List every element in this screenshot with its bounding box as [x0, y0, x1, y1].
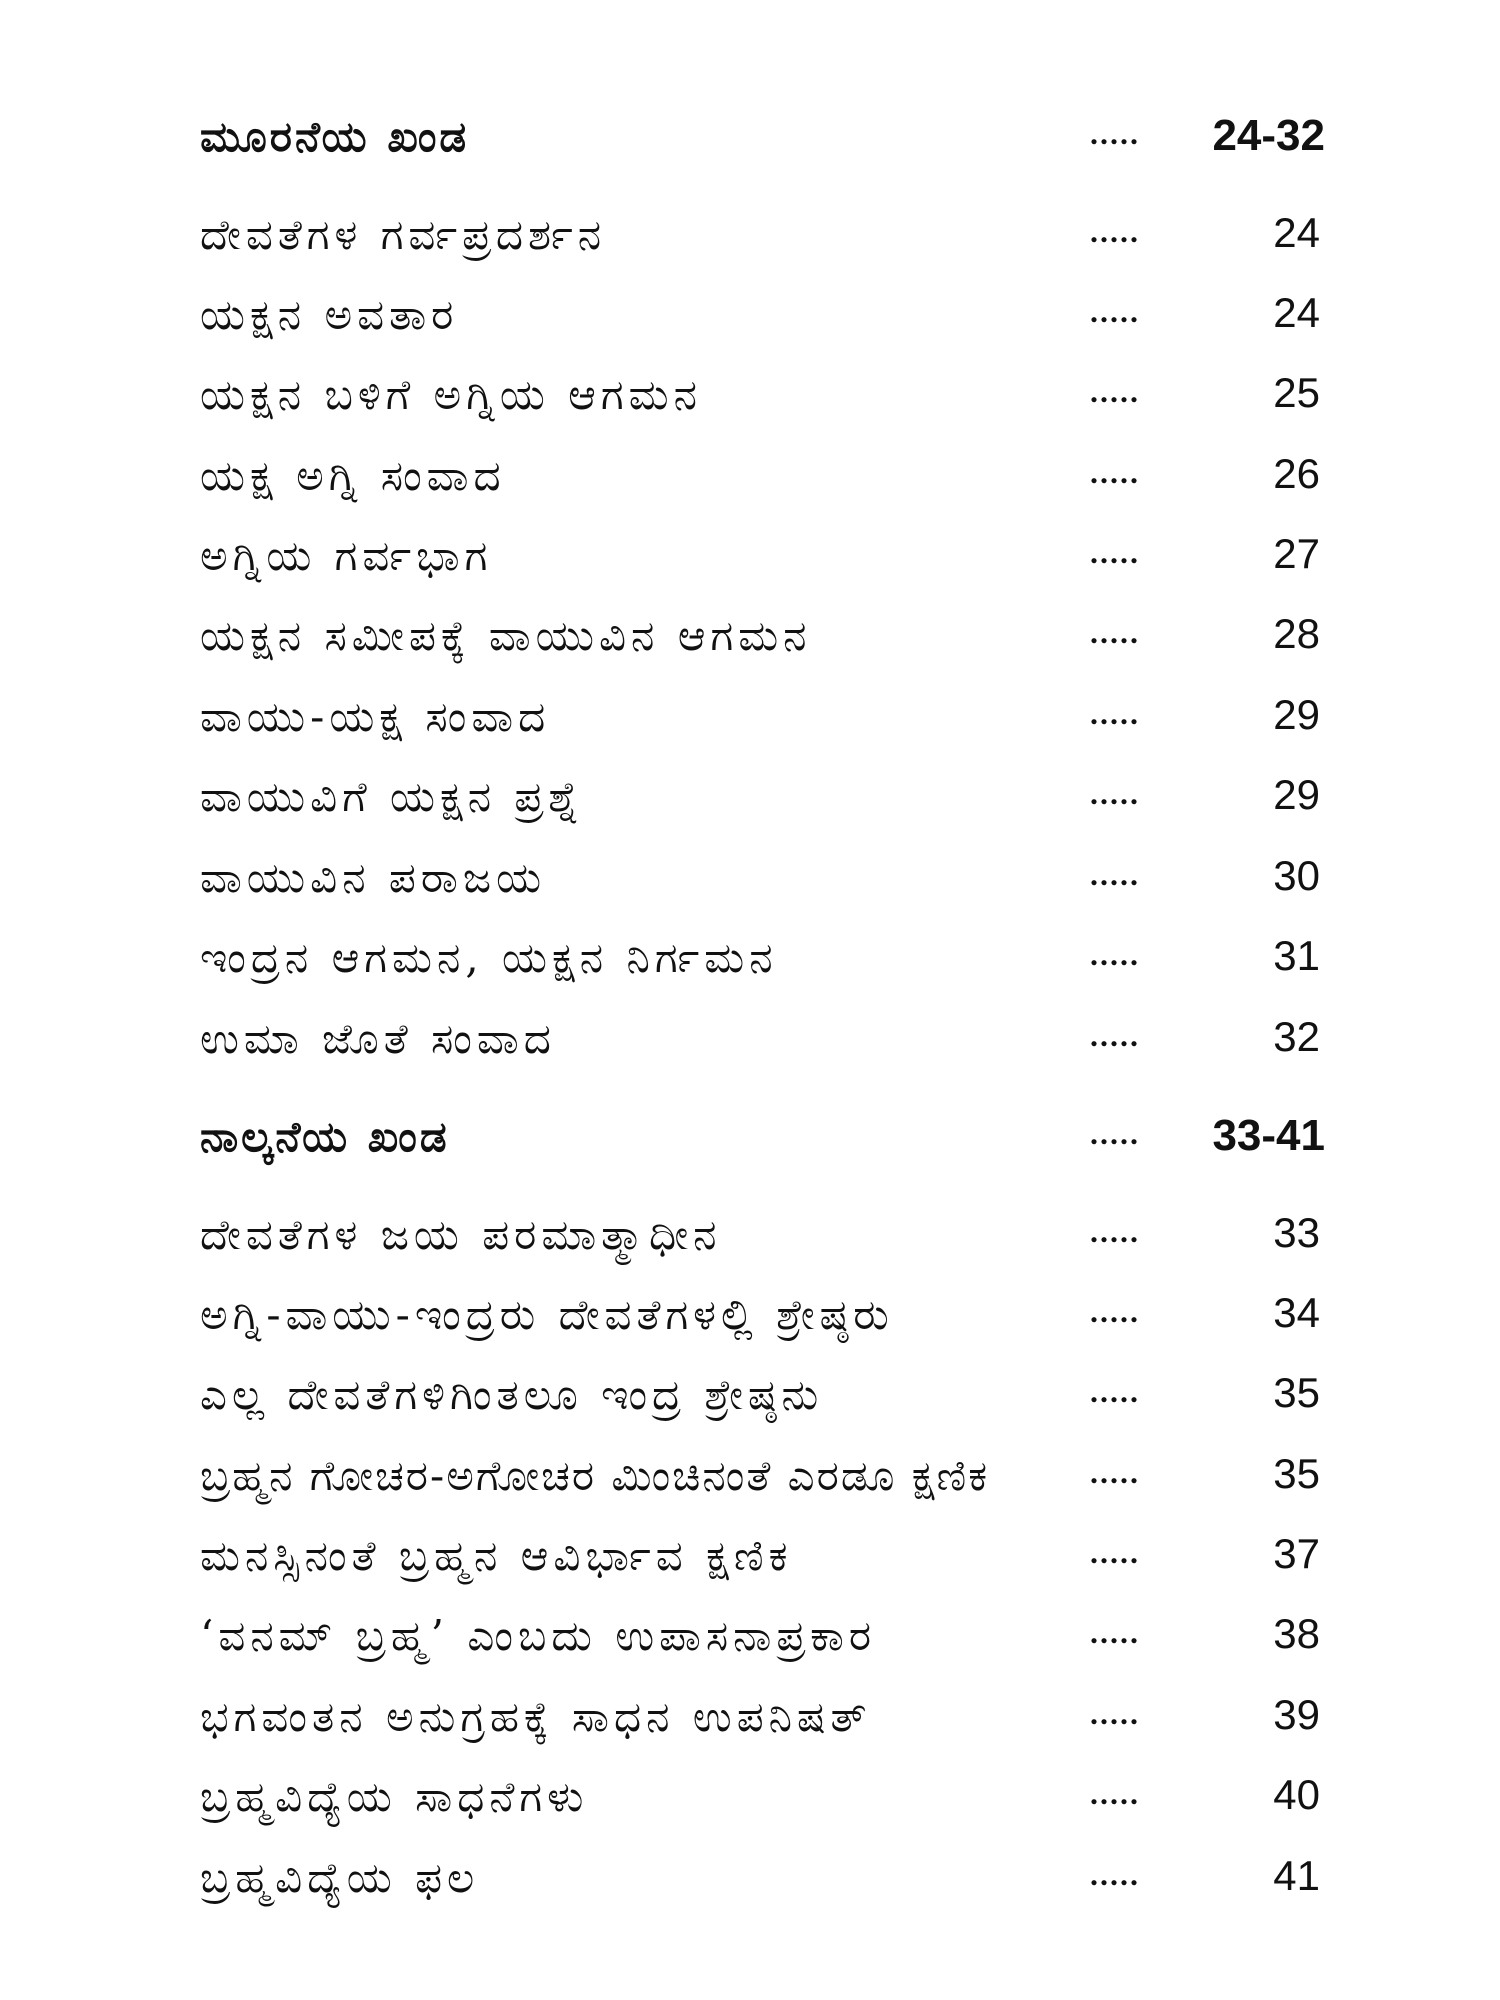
- entry-title: ಭಗವಂತನ ಅನುಗ್ರಹಕ್ಕೆ ಸಾಧನ ಉಪನಿಷತ್: [200, 1692, 872, 1741]
- dot-leader: .....: [1090, 454, 1140, 490]
- toc-entry: [0, 443, 1500, 523]
- entry-title: ವಾಯು-ಯಕ್ಷ ಸಂವಾದ: [200, 692, 551, 741]
- entry-title: ದೇವತೆಗಳ ಗರ್ವಪ್ರದರ್ಶನ: [200, 210, 607, 259]
- section-page-range: 33-41: [1212, 1111, 1325, 1160]
- toc-entry: [0, 523, 1500, 603]
- entry-title: ಯಕ್ಷ ಅಗ್ನಿ ಸಂವಾದ: [200, 451, 506, 500]
- section-heading: [0, 1104, 1500, 1184]
- toc-entry: [0, 1684, 1500, 1764]
- entry-page: 34: [1273, 1289, 1320, 1336]
- dot-leader: .....: [1090, 213, 1140, 249]
- dot-leader: .....: [1090, 1017, 1140, 1053]
- entry-title: ವಾಯುವಿಗೆ ಯಕ್ಷನ ಪ್ರಶ್ನೆ: [200, 772, 584, 821]
- entry-page: 31: [1273, 932, 1320, 979]
- entry-page: 35: [1273, 1369, 1320, 1416]
- entry-page: 25: [1273, 369, 1320, 416]
- dot-leader: .....: [1090, 1213, 1140, 1249]
- toc-entry: [0, 845, 1500, 925]
- toc-entry: [0, 1523, 1500, 1603]
- dot-leader: .....: [1090, 373, 1140, 409]
- entry-page: 24: [1273, 209, 1320, 256]
- entry-page: 40: [1273, 1771, 1320, 1818]
- entry-page: 39: [1273, 1691, 1320, 1738]
- toc-entry: [0, 1202, 1500, 1282]
- entry-title: ಮನಸ್ಸಿನಂತೆ ಬ್ರಹ್ಮನ ಆವಿರ್ಭಾವ ಕ್ಷಣಿಕ: [200, 1531, 793, 1580]
- entry-title: ಬ್ರಹ್ಮವಿದ್ಯೆಯ ಫಲ: [200, 1853, 480, 1902]
- toc-entry: [0, 1362, 1500, 1442]
- toc-entry: [0, 362, 1500, 442]
- toc-entry: [0, 1443, 1500, 1523]
- section-title: ಮೂರನೆಯ ಖಂಡ: [200, 112, 470, 161]
- entry-page: 29: [1273, 771, 1320, 818]
- entry-page: 27: [1273, 530, 1320, 577]
- entry-page: 38: [1273, 1610, 1320, 1657]
- section-title: ನಾಲ್ಕನೆಯ ಖಂಡ: [200, 1112, 450, 1161]
- dot-leader: .....: [1090, 695, 1140, 731]
- dot-leader: .....: [1090, 856, 1140, 892]
- entry-title: ದೇವತೆಗಳ ಜಯ ಪರಮಾತ್ಮಾಧೀನ: [200, 1210, 722, 1259]
- entry-page: 33: [1273, 1209, 1320, 1256]
- toc-entry: [0, 764, 1500, 844]
- entry-page: 28: [1273, 610, 1320, 657]
- dot-leader: .....: [1090, 293, 1140, 329]
- entry-title: ಯಕ್ಷನ ಬಳಿಗೆ ಅಗ್ನಿಯ ಆಗಮನ: [200, 370, 702, 419]
- toc-entry: [0, 1764, 1500, 1844]
- entry-page: 35: [1273, 1450, 1320, 1497]
- entry-title: ಯಕ್ಷನ ಸಮೀಪಕ್ಕೆ ವಾಯುವಿನ ಆಗಮನ: [200, 611, 812, 660]
- dot-leader: .....: [1090, 936, 1140, 972]
- toc-entry: [0, 925, 1500, 1005]
- toc-entry: [0, 1603, 1500, 1683]
- entry-page: 37: [1273, 1530, 1320, 1577]
- entry-page: 41: [1273, 1852, 1320, 1899]
- toc-entry: [0, 684, 1500, 764]
- section-heading: [0, 104, 1500, 184]
- entry-page: 32: [1273, 1013, 1320, 1060]
- entry-title: ಉಮಾ ಜೊತೆ ಸಂವಾದ: [200, 1014, 556, 1063]
- toc-entry: [0, 1845, 1500, 1925]
- entry-title: ಎಲ್ಲ ದೇವತೆಗಳಿಗಿಂತಲೂ ಇಂದ್ರ ಶ್ರೇಷ್ಠನು: [200, 1370, 824, 1419]
- dot-leader: .....: [1090, 1454, 1140, 1490]
- toc-entry: [0, 202, 1500, 282]
- toc-entry: [0, 1006, 1500, 1086]
- dot-leader: .....: [1090, 1373, 1140, 1409]
- entry-title: ಬ್ರಹ್ಮನ ಗೋಚರ-ಅಗೋಚರ ಮಿಂಚಿನಂತೆ ಎರಡೂ ಕ್ಷಣಿಕ: [200, 1451, 990, 1500]
- dot-leader: .....: [1090, 614, 1140, 650]
- dot-leader: .....: [1090, 1534, 1140, 1570]
- entry-page: 24: [1273, 289, 1320, 336]
- section-page-range: 24-32: [1212, 111, 1325, 160]
- entry-title: ‘ವನಮ್ ಬ್ರಹ್ಮ’ ಎಂಬದು ಉಪಾಸನಾಪ್ರಕಾರ: [200, 1611, 877, 1660]
- dot-leader: .....: [1090, 775, 1140, 811]
- dot-leader: .....: [1090, 1775, 1140, 1811]
- toc-entry: [0, 282, 1500, 362]
- dot-leader: .....: [1090, 1614, 1140, 1650]
- entry-page: 26: [1273, 450, 1320, 497]
- entry-title: ಬ್ರಹ್ಮವಿದ್ಯೆಯ ಸಾಧನೆಗಳು: [200, 1772, 589, 1821]
- dot-leader: .....: [1090, 1293, 1140, 1329]
- entry-title: ಅಗ್ನಿ-ವಾಯು-ಇಂದ್ರರು ದೇವತೆಗಳಲ್ಲಿ ಶ್ರೇಷ್ಠರು: [200, 1290, 894, 1339]
- entry-title: ಅಗ್ನಿಯ ಗರ್ವಭಾಗ: [200, 531, 493, 580]
- entry-title: ವಾಯುವಿನ ಪರಾಜಯ: [200, 853, 547, 902]
- entry-title: ಯಕ್ಷನ ಅವತಾರ: [200, 290, 459, 339]
- dot-leader: .....: [1090, 534, 1140, 570]
- toc-entry: [0, 1282, 1500, 1362]
- dot-leader: .....: [1090, 115, 1140, 151]
- entry-page: 29: [1273, 691, 1320, 738]
- dot-leader: .....: [1090, 1856, 1140, 1892]
- dot-leader: .....: [1090, 1695, 1140, 1731]
- dot-leader: .....: [1090, 1115, 1140, 1151]
- toc-entry: [0, 603, 1500, 683]
- entry-title: ಇಂದ್ರನ ಆಗಮನ, ಯಕ್ಷನ ನಿರ್ಗಮನ: [200, 933, 778, 982]
- entry-page: 30: [1273, 852, 1320, 899]
